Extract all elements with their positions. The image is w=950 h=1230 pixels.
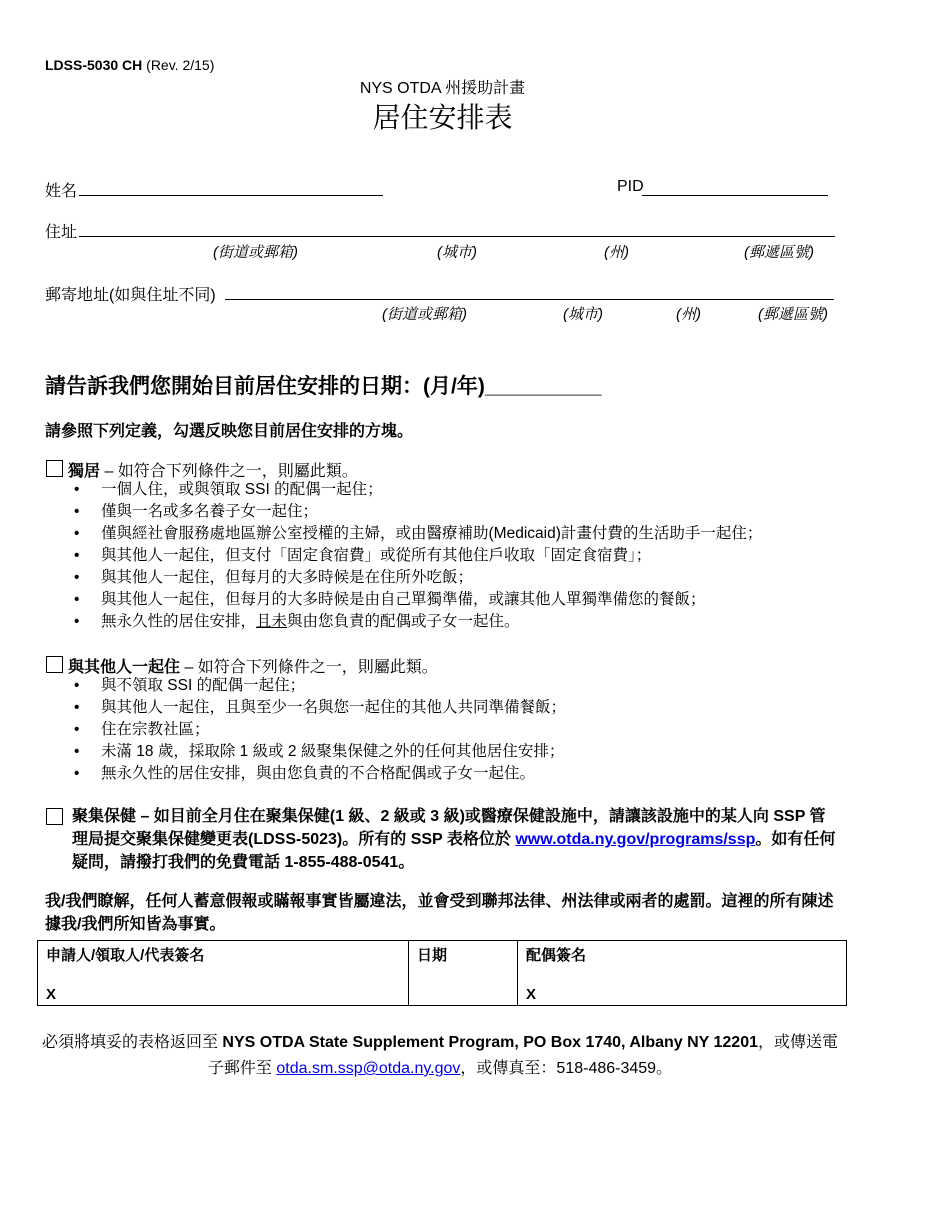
return-instructions [40,1030,840,1082]
last-item-before: 無永久性的居住安排， [101,613,257,630]
list-item [74,611,762,633]
list-item: • 未滿 18 歲，採取除 1 級或 2 級聚集保健之外的任何其他居住安排； [74,741,566,763]
name-label: 姓名 [45,183,78,200]
living-alone-title: 獨居 [68,463,101,480]
date-cell[interactable] [409,941,518,1006]
name-field[interactable] [79,195,383,196]
form-code [45,57,214,73]
attestation-text: 我/我們瞭解，任何人蓄意假報或瞞報事實皆屬違法，並會受到聯邦法律、州法律或兩者的處罰。這裡的所有陳述據我/我們所知皆為事實。 [45,893,834,933]
living-alone-checkbox[interactable] [46,460,63,477]
footer-text-2: ，或傳送電子郵件至 [207,1034,839,1077]
signature-table [37,940,847,1006]
congregate-care-text [72,805,840,874]
living-alone-list [74,479,762,633]
last-item-after: 與由您負責的配偶或子女一起住。 [287,613,520,630]
spouse-x-mark: X [526,986,537,1003]
address-zip-sublabel: (郵遞區號) [744,244,814,261]
living-with-others-checkbox[interactable] [46,656,63,673]
mailing-address-label: 郵寄地址(如與住址不同) [45,287,216,304]
spouse-signature-cell[interactable] [518,941,847,1006]
list-item: • 一個人住，或與領取 SSI 的配偶一起住； [74,479,762,501]
list-item: • 僅與經社會服務處地區辦公室授權的主婦，或由醫療補助(Medicaid)計畫付費的生活助手一起住； [74,523,762,545]
address-street-sublabel: (街道或郵箱) [213,244,298,261]
applicant-signature-label: 申請人/領取人/代表簽名 [46,947,205,964]
congregate-care-checkbox[interactable] [46,808,63,825]
last-item-underlined: 且未 [256,613,288,630]
date-label: 日期 [417,947,448,964]
page-title: 居住安排表 [372,102,513,133]
ssp-forms-link[interactable]: www.otda.ny.gov/programs/ssp [515,831,756,848]
list-item: • 住在宗教社區； [74,719,566,741]
address-city-sublabel: (城市) [437,244,477,261]
living-with-others-desc: – 如符合下列條件之一，則屬此類。 [180,659,438,676]
instruction-text: 請參照下列定義，勾選反映您目前居住安排的方塊。 [45,423,414,440]
address-state-sublabel: (州) [604,244,629,261]
mailing-street-sublabel: (街道或郵箱) [382,306,467,323]
footer-text-1: 必須將填妥的表格返回至 [41,1034,223,1051]
list-item: • 與不領取 SSI 的配偶一起住； [74,675,566,697]
address-field[interactable] [79,236,835,237]
address-label: 住址 [45,224,78,241]
email-link[interactable]: otda.sm.ssp@otda.ny.gov [276,1060,461,1077]
applicant-x-mark: X [46,986,57,1003]
list-item: • 僅與一名或多名養子女一起住； [74,501,762,523]
list-item: • 與其他人一起住，但每月的大多時候是在住所外吃飯； [74,567,762,589]
pid-label: PID [617,178,644,195]
mailing-address-field[interactable] [225,299,834,300]
living-alone-heading [68,458,358,481]
return-address: NYS OTDA State Supplement Program, PO Box 1740, Albany NY 12201 [222,1034,758,1051]
living-with-others-title: 與其他人一起住 [68,659,181,676]
spouse-signature-label: 配偶簽名 [526,947,587,964]
living-alone-desc: – 如符合下列條件之一，則屬此類。 [100,463,358,480]
living-with-others-list [74,675,566,785]
form-number: LDSS-5030 CH [45,57,143,73]
list-item: • 與其他人一起住，但每月的大多時候是由自己單獨準備，或讓其他人單獨準備您的餐飯； [74,589,762,611]
list-item: • 與其他人一起住，且與至少一名與您一起住的其他人共同準備餐飯； [74,697,566,719]
mailing-zip-sublabel: (郵遞區號) [758,306,828,323]
pid-field[interactable] [642,195,828,196]
congregate-text-after: 。如有任何疑問，請撥打我們的免費電話 1-855-488-0541。 [72,831,836,871]
living-with-others-heading [68,654,438,677]
applicant-signature-cell[interactable] [38,941,409,1006]
form-revision: (Rev. 2/15) [146,57,215,73]
footer-text-3: ，或傳真至：518-486-3459。 [460,1060,673,1077]
mailing-city-sublabel: (城市) [563,306,603,323]
list-item: • 無永久性的居住安排，與由您負責的不合格配偶或子女一起住。 [74,763,566,785]
list-item: • 與其他人一起住，但支付「固定食宿費」或從所有其他住戶收取「固定食宿費」； [74,545,762,567]
congregate-text-before: 聚集保健 – 如目前全月住在聚集保健(1 級、2 級或 3 級)或醫療保健設施中，請讓該設施中的某人向 SSP 管理局提交聚集保健變更表(LDSS-5023)。所有的 SSP 表格位於 [72,808,826,848]
mailing-state-sublabel: (州) [676,306,701,323]
date-question: 請告訴我們您開始目前居住安排的日期：(月/年)__________ [45,375,602,398]
agency-name: NYS OTDA 州援助計畫 [359,80,526,97]
